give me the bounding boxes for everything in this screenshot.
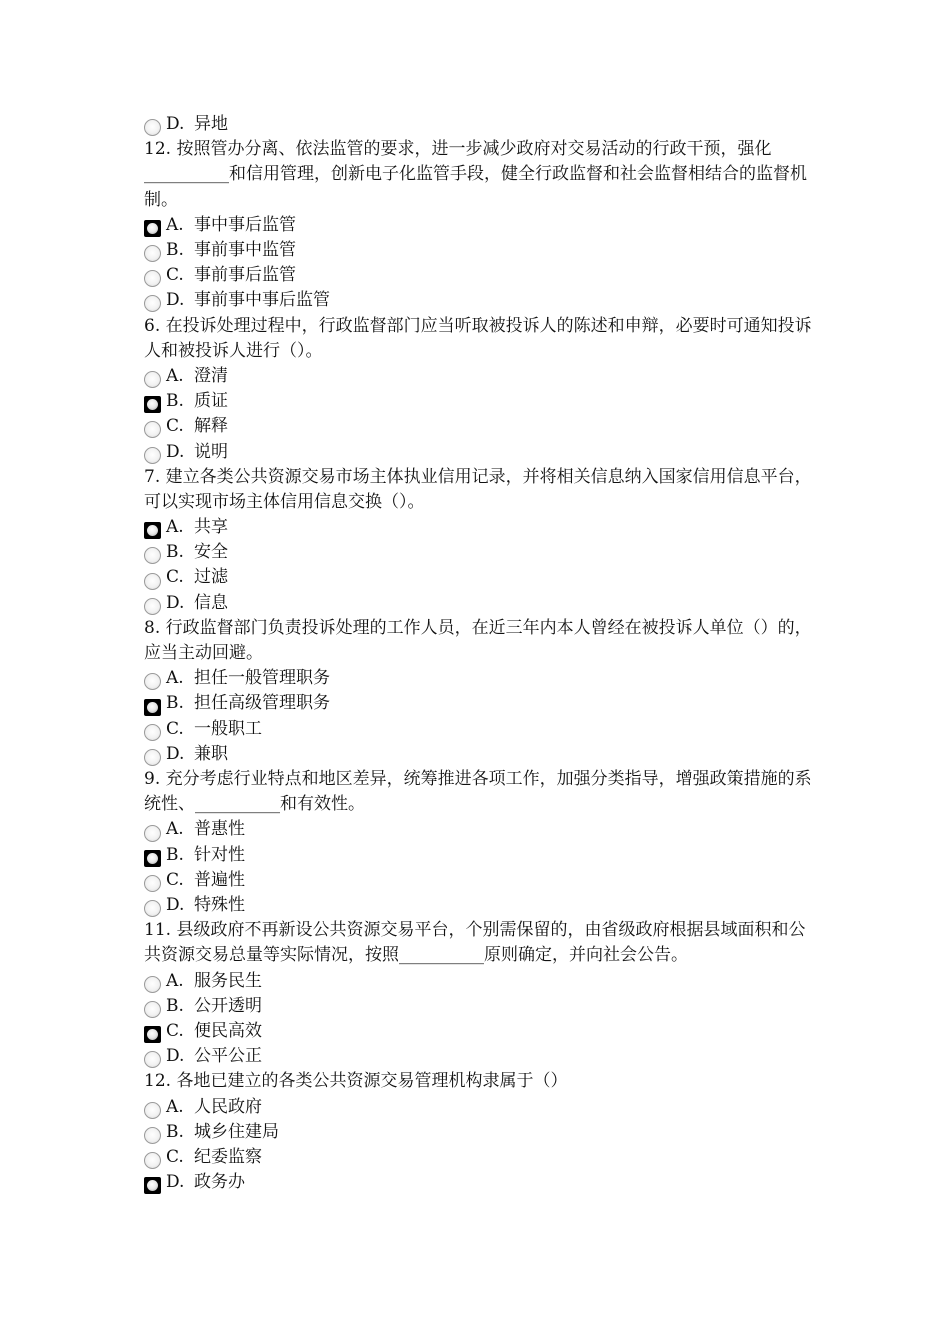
answer-option[interactable]	[144, 540, 814, 565]
question-block	[144, 112, 814, 137]
option-letter: A.	[166, 1096, 184, 1117]
option-letter: A.	[166, 970, 184, 991]
option-text: 事前事中监管	[194, 239, 296, 260]
answer-option[interactable]	[144, 440, 814, 465]
option-letter: D.	[166, 1046, 185, 1067]
option-letter: D.	[166, 1172, 185, 1193]
option-text: 便民高效	[194, 1020, 262, 1041]
option-text: 针对性	[194, 844, 245, 865]
question-text: 11. 县级政府不再新设公共资源交易平台，个别需保留的，由省级政府根据县域面积和公共资源交易总量等实际情况，按照__________原则确定，并向社会公告。	[144, 920, 806, 966]
radio-unselected-icon[interactable]	[144, 749, 161, 766]
radio-unselected-icon[interactable]	[144, 421, 161, 438]
question-block	[144, 1069, 814, 1195]
option-text: 担任高级管理职务	[194, 693, 330, 714]
answer-option[interactable]	[144, 666, 814, 691]
question-text: 12. 各地已建立的各类公共资源交易管理机构隶属于（）	[144, 1071, 568, 1092]
option-letter: A.	[166, 365, 184, 386]
answer-option[interactable]	[144, 238, 814, 263]
radio-unselected-icon[interactable]	[144, 119, 161, 136]
option-text: 公平公正	[194, 1046, 262, 1067]
option-text: 普惠性	[194, 819, 245, 840]
option-text: 事前事后监管	[194, 265, 296, 286]
radio-selected-icon[interactable]	[144, 396, 161, 413]
option-text: 事前事中事后监管	[194, 290, 330, 311]
answer-option[interactable]	[144, 1044, 814, 1069]
answer-option[interactable]	[144, 868, 814, 893]
answer-option[interactable]	[144, 817, 814, 842]
option-text: 公开透明	[194, 995, 262, 1016]
option-text: 解释	[194, 416, 228, 437]
answer-option[interactable]	[144, 288, 814, 313]
answer-option[interactable]	[144, 717, 814, 742]
option-letter: A.	[166, 668, 184, 689]
option-letter: A.	[166, 214, 184, 235]
question-block	[144, 767, 814, 918]
radio-unselected-icon[interactable]	[144, 270, 161, 287]
question-text: 9. 充分考虑行业特点和地区差异，统筹推进各项工作，加强分类指导，增强政策措施的系统性、__________和有效性。	[144, 769, 812, 815]
option-letter: B.	[166, 1121, 184, 1142]
radio-selected-icon[interactable]	[144, 522, 161, 539]
option-letter: D.	[166, 441, 185, 462]
option-letter: A.	[166, 819, 184, 840]
option-text: 一般职工	[194, 718, 262, 739]
answer-option[interactable]	[144, 691, 814, 716]
option-text: 服务民生	[194, 970, 262, 991]
answer-option[interactable]	[144, 1120, 814, 1145]
option-text: 特殊性	[194, 894, 245, 915]
option-text: 质证	[194, 391, 228, 412]
answer-option[interactable]	[144, 1095, 814, 1120]
radio-unselected-icon[interactable]	[144, 900, 161, 917]
option-letter: B.	[166, 391, 184, 412]
radio-unselected-icon[interactable]	[144, 875, 161, 892]
option-text: 共享	[194, 517, 228, 538]
radio-unselected-icon[interactable]	[144, 1127, 161, 1144]
option-text: 担任一般管理职务	[194, 668, 330, 689]
radio-selected-icon[interactable]	[144, 1177, 161, 1194]
radio-unselected-icon[interactable]	[144, 447, 161, 464]
radio-unselected-icon[interactable]	[144, 573, 161, 590]
radio-selected-icon[interactable]	[144, 699, 161, 716]
option-text: 人民政府	[194, 1096, 262, 1117]
option-text: 过滤	[194, 567, 228, 588]
option-text: 事中事后监管	[194, 214, 296, 235]
answer-option[interactable]	[144, 565, 814, 590]
question-block	[144, 137, 814, 313]
radio-selected-icon[interactable]	[144, 220, 161, 237]
radio-unselected-icon[interactable]	[144, 1051, 161, 1068]
option-text: 安全	[194, 542, 228, 563]
answer-option[interactable]	[144, 591, 814, 616]
option-letter: B.	[166, 542, 184, 563]
option-letter: C.	[166, 718, 184, 739]
answer-option[interactable]	[144, 969, 814, 994]
answer-option[interactable]	[144, 1170, 814, 1195]
radio-unselected-icon[interactable]	[144, 724, 161, 741]
radio-selected-icon[interactable]	[144, 850, 161, 867]
option-text: 政务办	[194, 1172, 245, 1193]
option-letter: B.	[166, 693, 184, 714]
answer-option[interactable]	[144, 742, 814, 767]
question-block	[144, 918, 814, 1069]
radio-unselected-icon[interactable]	[144, 673, 161, 690]
answer-option[interactable]	[144, 1145, 814, 1170]
question-text: 7. 建立各类公共资源交易市场主体执业信用记录，并将相关信息纳入国家信用信息平台，可以实现市场主体信用信息交换（）。	[144, 466, 812, 512]
option-letter: C.	[166, 1020, 184, 1041]
radio-unselected-icon[interactable]	[144, 547, 161, 564]
radio-unselected-icon[interactable]	[144, 976, 161, 993]
option-text: 信息	[194, 592, 228, 613]
option-letter: C.	[166, 567, 184, 588]
option-letter: C.	[166, 869, 184, 890]
radio-unselected-icon[interactable]	[144, 245, 161, 262]
option-letter: B.	[166, 844, 184, 865]
question-block	[144, 616, 814, 767]
answer-option[interactable]	[144, 994, 814, 1019]
answer-option[interactable]	[144, 515, 814, 540]
radio-unselected-icon[interactable]	[144, 371, 161, 388]
answer-option[interactable]	[144, 213, 814, 238]
option-letter: D.	[166, 114, 185, 134]
option-letter: B.	[166, 239, 184, 260]
radio-selected-icon[interactable]	[144, 1026, 161, 1043]
option-letter: B.	[166, 995, 184, 1016]
radio-unselected-icon[interactable]	[144, 825, 161, 842]
option-letter: A.	[166, 517, 184, 538]
answer-option[interactable]	[144, 389, 814, 414]
question-block	[144, 465, 814, 616]
option-text: 城乡住建局	[194, 1121, 279, 1142]
option-text: 澄清	[194, 365, 228, 386]
option-text: 纪委监察	[194, 1146, 262, 1167]
option-letter: C.	[166, 265, 184, 286]
answer-option[interactable]	[144, 843, 814, 868]
question-block	[144, 314, 814, 465]
answer-option[interactable]	[144, 414, 814, 439]
option-letter: C.	[166, 1146, 184, 1167]
radio-unselected-icon[interactable]	[144, 295, 161, 312]
option-letter: D.	[166, 290, 185, 311]
radio-unselected-icon[interactable]	[144, 1152, 161, 1169]
answer-option[interactable]	[144, 1019, 814, 1044]
question-text: 6. 在投诉处理过程中，行政监督部门应当听取被投诉人的陈述和申辩，必要时可通知投诉人和被投诉人进行（）。	[144, 315, 812, 361]
radio-unselected-icon[interactable]	[144, 1102, 161, 1119]
option-letter: D.	[166, 894, 185, 915]
option-letter: D.	[166, 743, 185, 764]
option-text: 异地	[194, 114, 228, 134]
option-letter: D.	[166, 592, 185, 613]
question-sheet	[144, 112, 814, 1195]
option-text: 普遍性	[194, 869, 245, 890]
radio-unselected-icon[interactable]	[144, 598, 161, 615]
option-letter: C.	[166, 416, 184, 437]
option-text: 说明	[194, 441, 228, 462]
option-text: 兼职	[194, 743, 228, 764]
radio-unselected-icon[interactable]	[144, 1001, 161, 1018]
question-text: 8. 行政监督部门负责投诉处理的工作人员，在近三年内本人曾经在被投诉人单位（）的，应当主动回避。	[144, 617, 812, 664]
answer-option[interactable]	[144, 112, 814, 137]
answer-option[interactable]	[144, 893, 814, 918]
answer-option[interactable]	[144, 263, 814, 288]
answer-option[interactable]	[144, 364, 814, 389]
question-text: 12. 按照管办分离、依法监管的要求，进一步减少政府对交易活动的行政干预，强化__________和信用管理，创新电子化监管手段，健全行政监督和社会监督相结合的监督机制。	[144, 139, 807, 210]
